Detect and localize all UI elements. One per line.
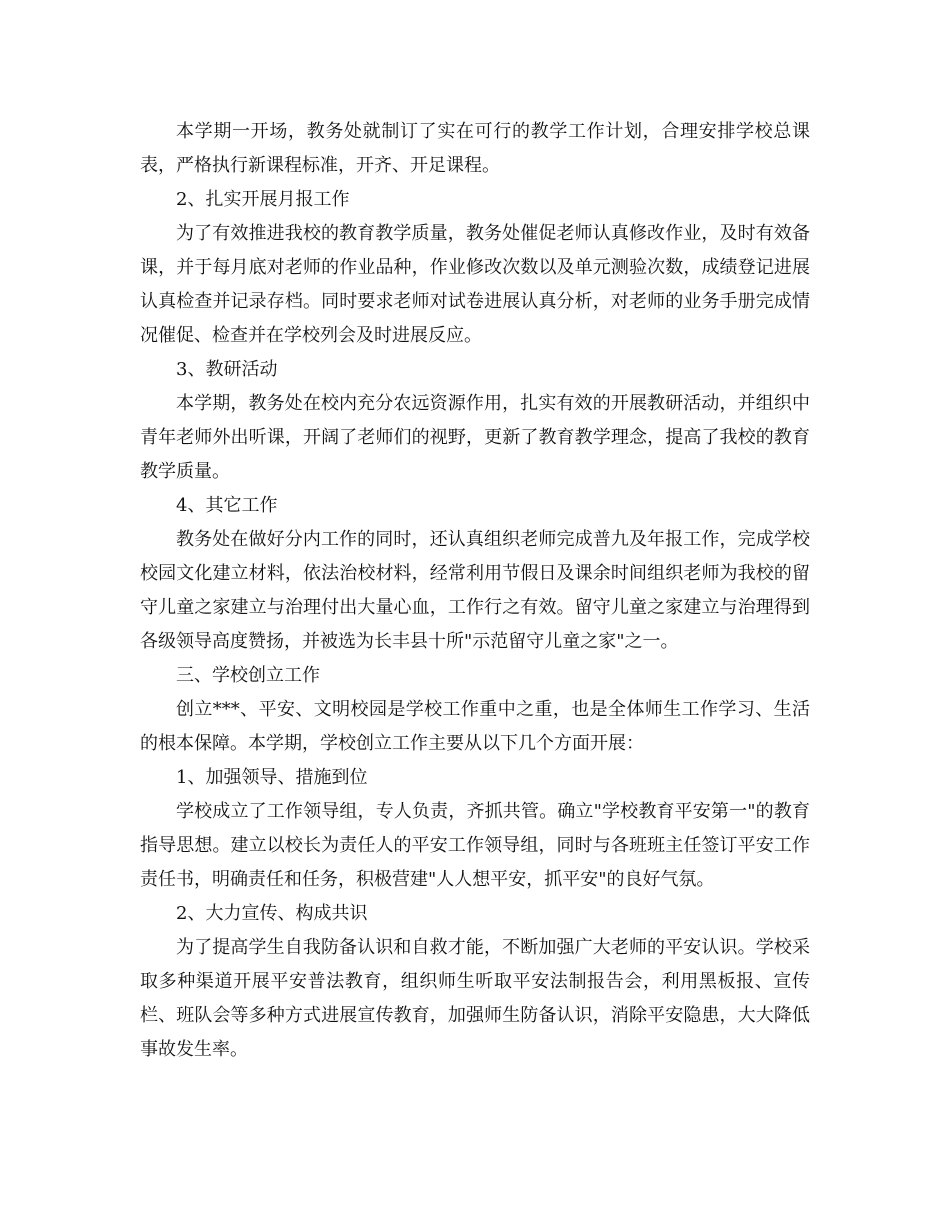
- document-page: [140, 115, 810, 1067]
- heading-leadership: 1、加强领导、措施到位: [176, 767, 368, 788]
- paragraph-school-creation: 创立***、平安、文明校园是学校工作重中之重，也是全体师生工作学习、生活的根本保障。本学期，学校创立工作主要从以下几个方面开展：: [140, 699, 810, 754]
- paragraph-leadership: 学校成立了工作领导组，专人负责，齐抓共管。确立"学校教育平安第一"的教育指导思想。建立以校长为责任人的平安工作领导组，同时与各班班主任签订平安工作责任书，明确责任和任务，积极营建"人人想平安，抓平安"的良好气氛。: [140, 801, 810, 890]
- heading-publicity: 2、大力宣传、构成共识: [176, 903, 368, 924]
- paragraph-other-work: 教务处在做好分内工作的同时，还认真组织老师完成普九及年报工作，完成学校校园文化建立材料，依法治校材料，经常利用节假日及课余时间组织老师为我校的留守儿童之家建立与治理付出大量心血，工作行之有效。留守儿童之家建立与治理得到各级领导高度赞扬，并被选为长丰县十所"示范留守儿童之家"之一。: [140, 529, 810, 652]
- paragraph-publicity: 为了提高学生自我防备认识和自救才能，不断加强广大老师的平安认识。学校采取多种渠道开展平安普法教育，组织师生听取平安法制报告会，利用黑板报、宣传栏、班队会等多种方式进展宣传教育，加强师生防备认识，消除平安隐患，大大降低事故发生率。: [140, 937, 810, 1060]
- heading-school-creation: 三、学校创立工作: [176, 665, 320, 686]
- paragraph-teaching-research: 本学期，教务处在校内充分农远资源作用，扎实有效的开展教研活动，并组织中青年老师外出听课，开阔了老师们的视野，更新了教育教学理念，提高了我校的教育教学质量。: [140, 393, 810, 482]
- heading-other-work: 4、其它工作: [176, 495, 278, 516]
- heading-teaching-research: 3、教研活动: [176, 359, 278, 380]
- heading-monthly-report: 2、扎实开展月报工作: [176, 189, 350, 210]
- paragraph-course-plan: 本学期一开场，教务处就制订了实在可行的教学工作计划，合理安排学校总课表，严格执行新课程标准，开齐、开足课程。: [140, 121, 810, 176]
- paragraph-monthly-report: 为了有效推进我校的教育教学质量，教务处催促老师认真修改作业，及时有效备课，并于每月底对老师的作业品种，作业修改次数以及单元测验次数，成绩登记进展认真检查并记录存档。同时要求老师对试卷进展认真分析，对老师的业务手册完成情况催促、检查并在学校列会及时进展反应。: [140, 223, 810, 346]
